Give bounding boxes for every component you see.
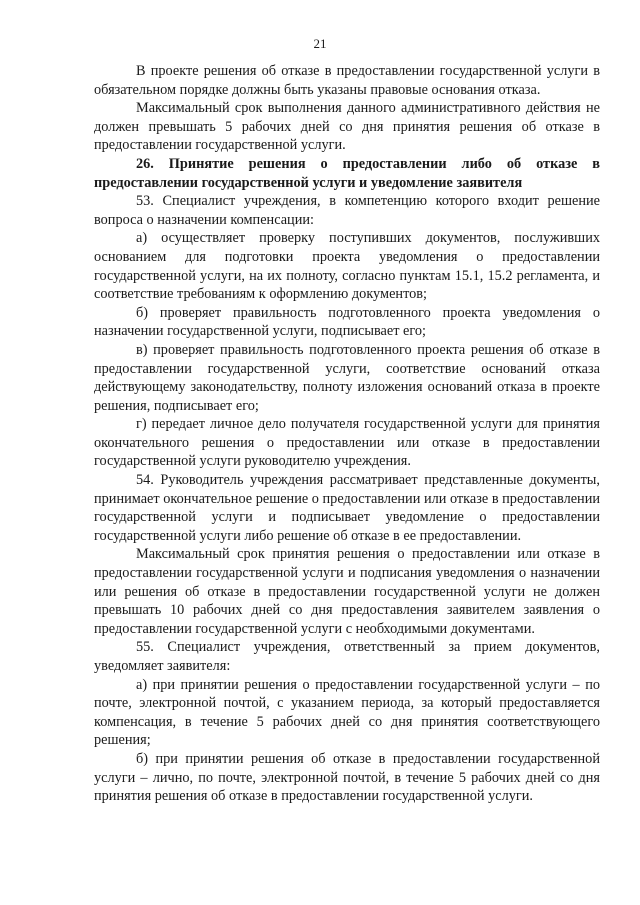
clause-55-b: б) при принятии решения об отказе в предоставлении государственной услуги – лично, по почте, электронной почтой, в течение 5 рабочих дней со дня принятия решения об отказе в предоставлении государственной услуги. — [94, 750, 600, 805]
document-body — [94, 62, 600, 806]
clause-53-v: в) проверяет правильность подготовленного проекта решения об отказе в предоставлении государственной услуги, соответствие оснований отказа действующему законодательству, полноту изложения оснований отказа в проекте решения, подписывает его; — [94, 341, 600, 414]
page-number: 21 — [313, 36, 327, 51]
section-heading: 26. Принятие решения о предоставлении либо об отказе в предоставлении государственной услуги и уведомление заявителя — [94, 155, 600, 191]
clause-54-deadline: Максимальный срок принятия решения о предоставлении или отказе в предоставлении государственной услуги и подписания уведомления о назначении или решения об отказе в предоставлении государственной услуги не должен превышать 10 рабочих дней со дня предоставления заявителем заявления о предоставлении государственной услуги с необходимыми документами. — [94, 546, 600, 637]
clause-53-a: а) осуществляет проверку поступивших документов, послуживших основанием для подготовки проекта уведомления о предоставлении государственной услуги, на их полноту, согласно пунктам 15.1, 15.2 регламента, и соответствие требованиям к оформлению документов; — [94, 230, 600, 303]
clause-55-intro: 55. Специалист учреждения, ответственный за прием документов, уведомляет заявителя: — [94, 639, 600, 674]
paragraph-max-term: Максимальный срок выполнения данного административного действия не должен превышать 5 рабочих дней со дня принятия решения об отказе в предоставлении государственной услуги. — [94, 100, 600, 154]
paragraph-legal-grounds: В проекте решения об отказе в предоставлении государственной услуги в обязательном порядке должны быть указаны правовые основания отказа. — [94, 63, 600, 98]
clause-53-g: г) передает личное дело получателя государственной услуги для принятия окончательного решения о предоставлении или отказе в предоставлении государственной услуги руководителю учреждения. — [94, 416, 600, 470]
clause-54: 54. Руководитель учреждения рассматривает представленные документы, принимает окончательное решение о предоставлении или отказе в предоставлении государственной услуги и подписывает уведомление о предоставлении государственной услуги либо решение об отказе в ее предоставлении. — [94, 472, 600, 544]
clause-53-intro: 53. Специалист учреждения, в компетенцию которого входит решение вопроса о назначении компенсации: — [94, 193, 600, 228]
clause-53-b: б) проверяет правильность подготовленного проекта уведомления о назначении государственной услуги, подписывает его; — [94, 304, 600, 340]
clause-55-a: а) при принятии решения о предоставлении государственной услуги – по почте, электронной почтой, с указанием периода, за который предоставляется компенсация, в течение 5 рабочих дней со дня принятия соответствующего решения; — [94, 676, 600, 749]
